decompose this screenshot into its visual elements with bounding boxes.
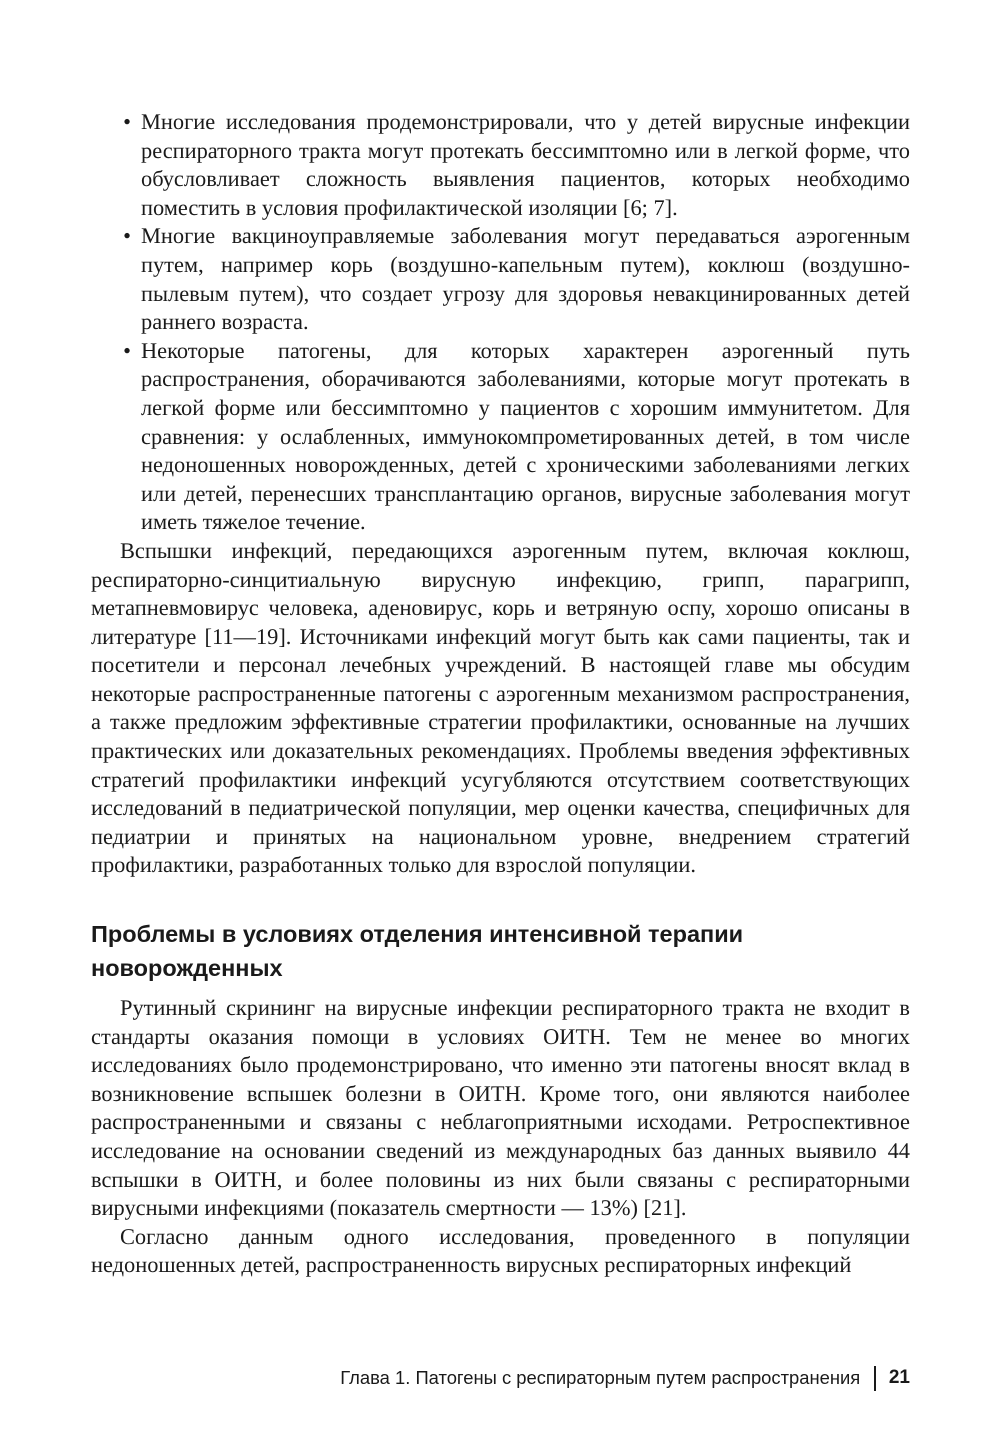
bullet-text: Некоторые патогены, для которых характерен аэрогенный путь распространения, оборачиваются заболеваниями, которые могут протекать в легкой форме или бессимптомно у пациентов с хорошим иммунитетом. Для сравнения: у ослабленных, иммунокомпрометированных детей, в том числе недоношенных новорожденных, детей с хроническими заболеваниями легких или детей, перенесших трансплантацию органов, вирусные заболевания могут иметь тяжелое течение.	[141, 337, 910, 535]
body-paragraph: Рутинный скрининг на вирусные инфекции респираторного тракта не входит в стандарты оказания помощи в условиях ОИТН. Тем не менее во многих исследованиях было продемонстрировано, что именно эти патогены вносят вклад в возникновение вспышек болезни в ОИТН. Кроме того, они являются наиболее распространенными и связаны с неблагоприятными исходами. Ретроспективное исследование на основании сведений из международных баз данных выявило 44 вспышки в ОИТН, и более половины из них были связаны с респираторными вирусными инфекциями (показатель смертности — 13%) [21].	[91, 995, 910, 1221]
list-item	[91, 222, 910, 336]
bullet-marker: •	[123, 337, 131, 363]
bullet-list	[91, 108, 910, 537]
page-number: 21	[888, 1367, 910, 1388]
page-footer	[91, 1362, 910, 1394]
bullet-marker: •	[123, 109, 131, 134]
footer-divider	[874, 1366, 876, 1391]
list-item	[91, 108, 910, 222]
list-item	[91, 337, 910, 537]
section-heading: Проблемы в условиях отделения интенсивной терапии новорожденных	[91, 921, 744, 982]
bullet-text: Многие исследования продемонстрировали, что у детей вирусные инфекции респираторного тракта могут протекать бессимптомно или в легкой форме, что обусловливает сложность выявления пациентов, которых необходимо поместить в условия профилактической изоляции [6; 7].	[141, 109, 910, 220]
body-paragraph: Вспышки инфекций, передающихся аэрогенным путем, включая коклюш, респираторно-синцитиальную вирусную инфекцию, грипп, парагрипп, метапневмовирус человека, аденовирус, корь и ветряную оспу, хорошо описаны в литературе [11—19]. Источниками инфекций могут быть как сами пациенты, так и посетители и персонал лечебных учреждений. В настоящей главе мы обсудим некоторые распространенные патогены с аэрогенным механизмом распространения, а также предложим эффективные стратегии профилактики, основанные на лучших практических или доказательных рекомендациях. Проблемы введения эффективных стратегий профилактики инфекций усугубляются отсутствием соответствующих исследований в педиатрической популяции, мер оценки качества, специфичных для педиатрии и принятых на национальном уровне, внедрением стратегий профилактики, разработанных только для взрослой популяции.	[91, 537, 910, 878]
body-paragraph: Согласно данным одного исследования, проведенного в популяции недоношенных детей, распространенность вирусных респираторных инфекций	[91, 1223, 910, 1278]
bullet-text: Многие вакциноуправляемые заболевания могут передаваться аэрогенным путем, например корь (воздушно-капельным путем), коклюш (воздушно-пылевым путем), что создает угрозу для здоровья невакцинированных детей раннего возраста.	[141, 223, 910, 335]
bullet-marker: •	[123, 223, 131, 249]
running-title: Глава 1. Патогены с респираторным путем распространения	[340, 1367, 861, 1388]
page-content	[91, 108, 910, 1280]
